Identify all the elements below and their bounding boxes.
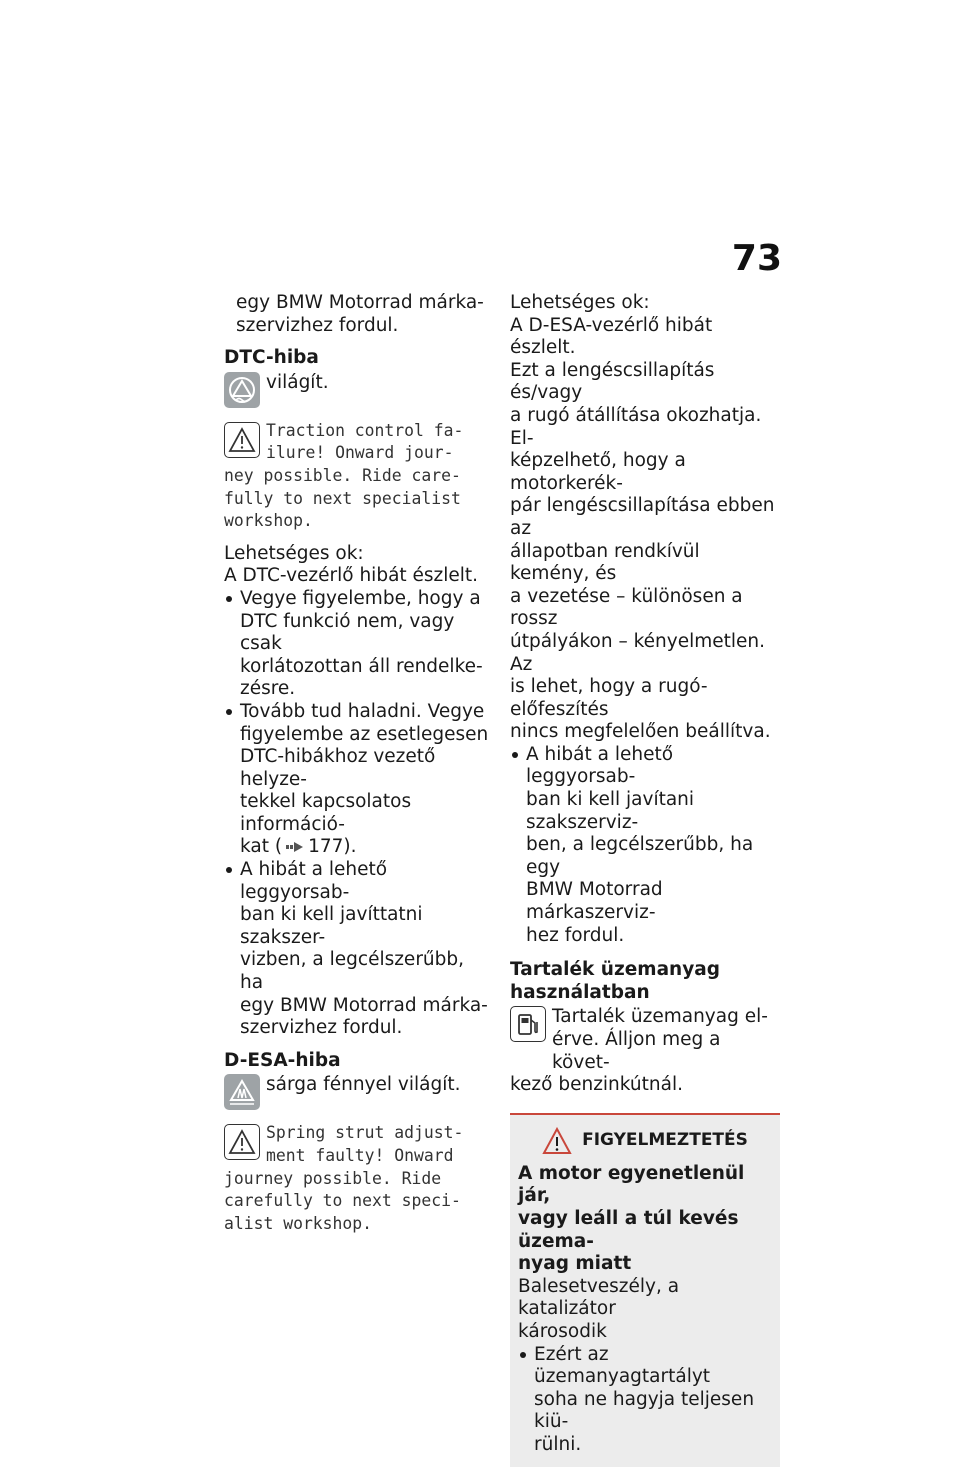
intro-line: egy BMW Motorrad márka-	[236, 292, 484, 313]
list-item	[510, 744, 780, 947]
desa-message-line: journey possible. Ride	[224, 1168, 442, 1188]
cause-line: a rugó átállítása okozhatja. El-	[510, 404, 762, 449]
desa-message-line: alist workshop.	[224, 1213, 373, 1233]
cause-line: a vezetése – különösen a rossz	[510, 585, 743, 630]
intro-line: szervizhez fordul.	[236, 314, 399, 336]
desa-cause	[510, 292, 780, 744]
list-item-line: Tovább tud haladni. Vegye	[240, 700, 485, 722]
fuel-heading-line: Tartalék üzemanyag	[510, 959, 721, 981]
warning-title: FIGYELMEZTETÉS	[582, 1130, 748, 1151]
warning-bold-line: nyag miatt	[518, 1253, 632, 1275]
warning-title-row	[518, 1127, 772, 1155]
list-item-line: zésre.	[240, 678, 296, 700]
cause-line: nincs megfelelően beállítva.	[510, 721, 771, 743]
desa-display-message	[224, 1122, 492, 1235]
fuel-text-line: Tartalék üzemanyag el-	[552, 1006, 768, 1028]
list-item-line: hez fordul.	[526, 924, 625, 946]
desa-lamp-text: sárga fénnyel világít.	[266, 1074, 461, 1096]
list-item-line: BMW Motorrad márkaszerviz-	[526, 879, 663, 924]
dtc-message-line: workshop.	[224, 511, 313, 531]
warning-triangle-icon	[224, 1124, 260, 1160]
page-number: 73	[731, 238, 782, 279]
page-ref-arrow-icon	[286, 842, 304, 852]
dtc-message-line: ilure! Onward jour-	[266, 443, 454, 463]
fuel-pump-icon	[510, 1006, 546, 1042]
cause-line: állapotban rendkívül kemény, és	[510, 540, 700, 585]
list-item-line: soha ne hagyja teljesen kiü-	[534, 1388, 755, 1433]
ref-prefix: kat (	[240, 836, 283, 858]
ref-page: 177	[308, 836, 344, 858]
warning-box	[510, 1113, 780, 1467]
list-item	[224, 701, 492, 859]
dtc-message-line: Traction control fa-	[266, 420, 464, 440]
suspension-warning-icon	[224, 1074, 260, 1110]
cause-text: A DTC-vezérlő hibát észlelt.	[224, 565, 479, 587]
cause-line: képzelhető, hogy a motorkerék-	[510, 450, 686, 494]
right-column	[510, 292, 780, 1467]
dtc-warning-icon	[224, 372, 260, 408]
list-item-line: ben, a legcélszerűbb, ha egy	[526, 834, 754, 878]
page-reference[interactable]	[240, 836, 492, 859]
intro-text	[224, 292, 492, 337]
ref-suffix: ).	[343, 836, 357, 858]
list-item-line: ban ki kell javíttatni szakszer-	[240, 904, 423, 948]
dtc-message-line: fully to next specialist	[224, 488, 461, 508]
fuel-heading-line: használatban	[510, 981, 650, 1003]
list-item-line: vizben, a legcélszerűbb, ha	[240, 949, 465, 994]
warning-text-line: Balesetveszély, a katalizátor	[518, 1275, 680, 1320]
list-item-line: Vegye figyelembe, hogy a	[240, 587, 481, 609]
list-item-line: ban ki kell javítani szakszerviz-	[526, 789, 695, 833]
list-item-line: figyelembe az esetlegesen	[240, 723, 489, 745]
desa-message-line: ment faulty! Onward	[266, 1146, 454, 1165]
list-item-line: A hibát a lehető leggyorsab-	[240, 859, 388, 903]
desa-heading: D-ESA-hiba	[224, 1049, 341, 1071]
dtc-display-message	[224, 420, 492, 533]
list-item-line: Ezért az üzemanyagtartályt	[534, 1343, 711, 1388]
dtc-lamp-text: világít.	[266, 371, 329, 393]
fuel-text-line: kező benzinkútnál.	[510, 1074, 683, 1096]
desa-lamp-row	[224, 1074, 492, 1110]
list-item-line: korlátozottan áll rendelke-	[240, 655, 483, 677]
list-item	[224, 588, 492, 701]
list-item	[518, 1344, 772, 1457]
left-column	[224, 292, 492, 1235]
fuel-lamp-row	[510, 1006, 780, 1074]
desa-message-line: Spring strut adjust-	[266, 1123, 464, 1143]
cause-label: Lehetséges ok:	[224, 542, 364, 564]
warning-triangle-icon	[542, 1127, 572, 1155]
list-item-line: tekkel kapcsolatos információ-	[240, 791, 412, 835]
list-item	[224, 859, 492, 1040]
cause-label: Lehetséges ok:	[510, 292, 650, 313]
warning-bold-line: A motor egyenetlenül jár,	[518, 1162, 745, 1207]
fuel-text-line: érve. Álljon meg a követ-	[552, 1029, 721, 1073]
dtc-cause	[224, 543, 492, 588]
list-item-line: rülni.	[534, 1433, 582, 1455]
list-item-line: A hibát a lehető leggyorsab-	[526, 743, 674, 788]
warning-triangle-icon	[224, 422, 260, 458]
desa-message-line: carefully to next speci-	[224, 1191, 461, 1211]
cause-line: útpályákon – kényelmetlen. Az	[510, 630, 766, 675]
dtc-message-line: ney possible. Ride care-	[224, 465, 461, 485]
dtc-lamp-row	[224, 372, 492, 408]
dtc-heading: DTC-hiba	[224, 347, 319, 369]
cause-line: is lehet, hogy a rugó-előfeszítés	[510, 676, 708, 720]
cause-line: Ezt a lengéscsillapítás és/vagy	[510, 359, 715, 404]
cause-line: A D-ESA-vezérlő hibát észlelt.	[510, 314, 713, 359]
cause-line: pár lengéscsillapítása ebben az	[510, 495, 775, 539]
fuel-heading	[510, 959, 780, 1004]
warning-bold-line: vagy leáll a túl kevés üzema-	[518, 1207, 739, 1252]
list-item-line: DTC funkció nem, vagy csak	[240, 610, 455, 655]
warning-text-line: károsodik	[518, 1320, 607, 1342]
list-item-line: DTC-hibákhoz vezető helyze-	[240, 746, 436, 790]
list-item-line: szervizhez fordul.	[240, 1017, 403, 1039]
list-item-line: egy BMW Motorrad márka-	[240, 994, 488, 1016]
